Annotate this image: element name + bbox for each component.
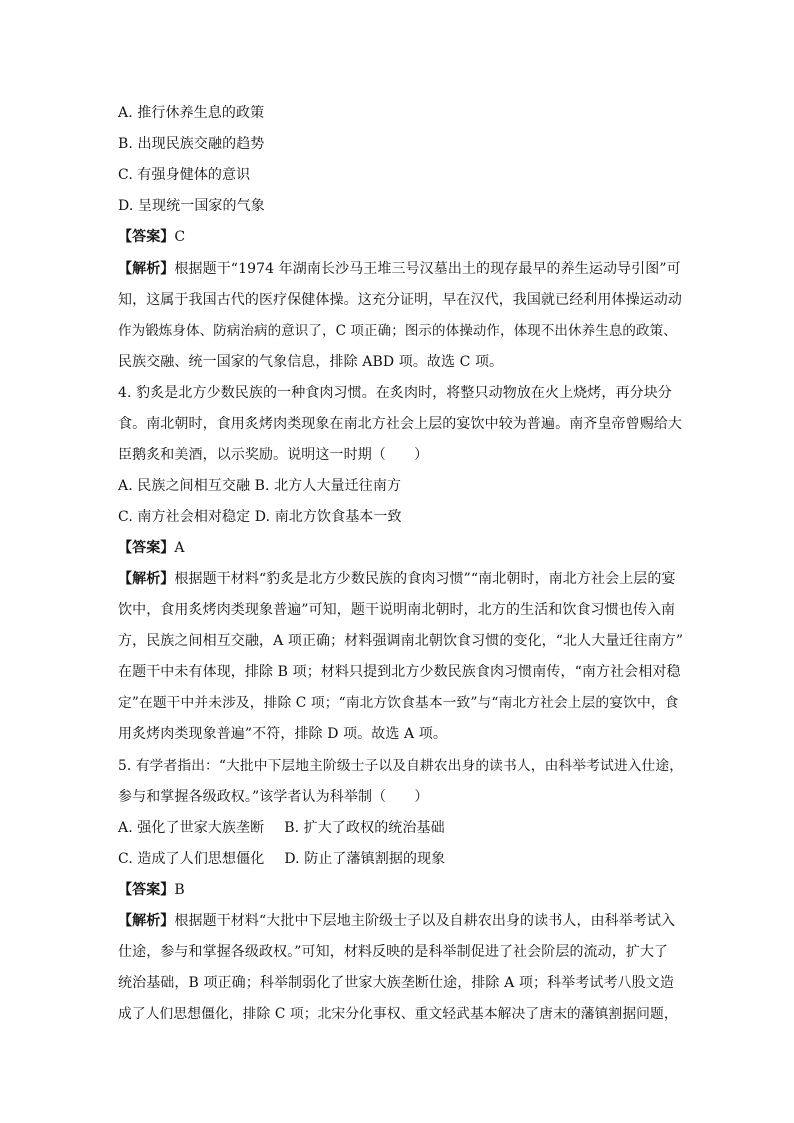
q5-options-row-1	[118, 818, 684, 838]
q4-analysis-line: 在题干中未有体现，排除 B 项；材料只提到北方少数民族食肉习惯南传，“南方社会相对稳	[118, 664, 681, 680]
q3-analysis-tag: 【解析】	[118, 261, 175, 277]
q4-analysis-line: 饮中，食用炙烤肉类现象普遍”可知，题干说明南北朝时，北方的生活和饮食习惯也传入南	[118, 602, 676, 618]
q4-answer-tag: 【答案】	[118, 540, 175, 556]
q5-option-b: B. 扩大了政权的统治基础	[284, 820, 445, 836]
q4-answer-value: A	[174, 540, 185, 556]
q3-answer	[118, 227, 684, 247]
q5-answer	[118, 880, 684, 900]
q3-option-b: B. 出现民族交融的趋势	[118, 136, 265, 152]
q4-analysis-line: 方，民族之间相互交融，A 项正确；材料强调南北朝饮食习惯的变化，“北人大量迁往南方”	[118, 633, 684, 649]
q4-stem-line: 4. 豹炙是北方少数民族的一种食肉习惯。在炙肉时，将整只动物放在火上烧烤，再分块分	[118, 385, 672, 401]
q3-answer-value: C	[174, 229, 186, 245]
q5-stem-line: 5. 有学者指出：“大批中下层地主阶级士子以及自耕农出身的读书人，由科举考试进入仕途，	[118, 758, 684, 774]
q4-analysis-line	[118, 569, 684, 589]
q5-option-c: C. 造成了人们思想僵化	[118, 851, 265, 867]
q4-answer	[118, 538, 684, 558]
q3-analysis-line: 作为锻炼身体、防病治病的意识了，C 项正确；图示的体操动作，体现不出休养生息的政策、	[118, 323, 677, 339]
q3-analysis-line: 知，这属于我国古代的医疗保健体操。这充分证明，早在汉代，我国就已经利用体操运动动	[118, 292, 682, 308]
q4-analysis-line: 定”在题干中并未涉及，排除 C 项；“南北方饮食基本一致”与“南北方社会上层的宴饮中，食	[118, 695, 679, 711]
q5-options-row-2	[118, 849, 684, 869]
q5-analysis-line: 统治基础，B 项正确；科举制弱化了世家大族垄断仕途，排除 A 项；科举考试考八股文造	[118, 975, 674, 991]
q3-analysis-line: 民族交融、统一国家的气象信息，排除 ABD 项。故选 C 项。	[118, 354, 504, 370]
q3-analysis-line	[118, 259, 684, 279]
q4-analysis-line: 用炙烤肉类现象普遍”不符，排除 D 项。故选 A 项。	[118, 726, 447, 742]
q5-answer-tag: 【答案】	[118, 882, 175, 898]
q3-analysis-text: 根据题干“1974 年湖南长沙马王堆三号汉墓出土的现存最早的养生运动导引图”可	[174, 261, 681, 277]
q5-answer-value: B	[174, 882, 185, 898]
q5-analysis-line	[118, 911, 684, 931]
q4-stem-line: 臣鹅炙和美酒，以示奖励。说明这一时期（ ）	[118, 447, 429, 463]
q5-option-a: A. 强化了世家大族垄断	[118, 820, 265, 836]
q5-analysis-line: 仕途，参与和掌握各级政权。”可知，材料反映的是科举制促进了社会阶层的流动，扩大了	[118, 944, 669, 960]
q4-stem-line: 食。南北朝时，食用炙烤肉类现象在南北方社会上层的宴饮中较为普遍。南齐皇帝曾赐给大	[118, 416, 682, 432]
q5-analysis-tag: 【解析】	[118, 913, 175, 929]
q3-option-a: A. 推行休养生息的政策	[118, 105, 265, 121]
q5-analysis-text: 根据题干材料“大批中下层地主阶级士子以及自耕农出身的读书人，由科举考试入	[174, 913, 676, 929]
q5-option-d: D. 防止了藩镇割据的现象	[284, 851, 446, 867]
q5-analysis-line: 成了人们思想僵化，排除 C 项；北宋分化事权、重文轻武基本解决了唐末的藩镇割据问题，	[118, 1006, 678, 1022]
q3-option-d: D. 呈现统一国家的气象	[118, 198, 265, 214]
q3-option-c: C. 有强身健体的意识	[118, 167, 251, 183]
q4-options-row-1: A. 民族之间相互交融 B. 北方人大量迁往南方	[118, 478, 402, 494]
q4-analysis-tag: 【解析】	[118, 571, 175, 587]
q5-stem-line: 参与和掌握各级政权。”该学者认为科举制（ ）	[118, 789, 429, 805]
q3-answer-tag: 【答案】	[118, 229, 175, 245]
q4-analysis-text: 根据题干材料“豹炙是北方少数民族的食肉习惯”“南北朝时，南北方社会上层的宴	[174, 571, 676, 587]
q4-options-row-2: C. 南方社会相对稳定 D. 南北方饮食基本一致	[118, 509, 402, 525]
